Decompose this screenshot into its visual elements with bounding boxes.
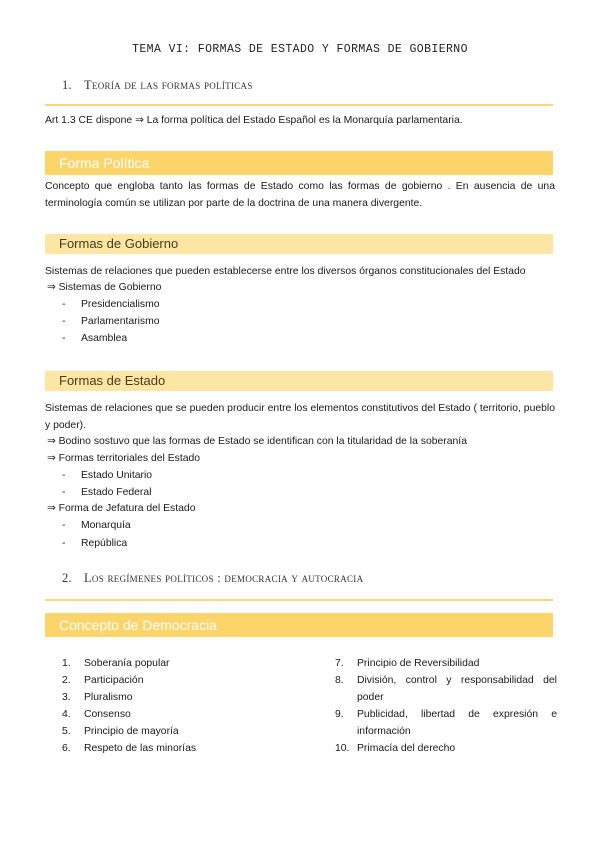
list-item: 1. Soberanía popular: [62, 658, 170, 669]
article-reference: Art 1.3 CE dispone ⇒ La forma política del Estado Español es la Monarquía parlamentaria.: [45, 115, 463, 126]
list-item: - Monarquía: [62, 520, 131, 531]
list-item: - Estado Unitario: [62, 470, 153, 481]
section-label: Teoría de las formas políticas: [84, 78, 253, 92]
list-item: 10. Primacía del derecho: [335, 743, 456, 754]
divider: [45, 599, 553, 601]
list-item: - República: [62, 538, 128, 549]
formas-gobierno-text: Sistemas de relaciones que pueden establecerse entre los diversos órganos constitucionales del Estado: [45, 266, 526, 277]
list-item: - Presidencialismo: [62, 299, 160, 310]
divider: [45, 104, 553, 106]
list-item: 6. Respeto de las minorías: [62, 743, 197, 754]
page-title: TEMA VI: FORMAS DE ESTADO Y FORMAS DE GOBIERNO: [132, 43, 468, 56]
heading-forma-politica: [45, 151, 553, 175]
forma-politica-text: Concepto que engloba tanto las formas de Estado como las formas de gobierno . En ausencia de una terminología común se utilizan por parte de la doctrina de una manera divergente.: [45, 181, 555, 209]
heading-formas-estado: [45, 371, 553, 391]
principles-left-column: [62, 655, 302, 757]
section-label: Los regímenes políticos : democracia y autocracia: [84, 571, 364, 585]
arrow-item: ⇒ Sistemas de Gobierno: [47, 282, 162, 293]
formas-estado-text: Sistemas de relaciones que se pueden producir entre los elementos constitutivos del Estado ( territorio, pueblo y poder).: [45, 403, 555, 431]
heading-text: Formas de Gobierno: [59, 236, 179, 251]
list-item: 5. Principio de mayoría: [62, 726, 179, 737]
heading-concepto-democracia: [45, 613, 553, 637]
list-item: 3. Pluralismo: [62, 692, 133, 703]
section-heading-2: [62, 571, 363, 586]
list-item: 4. Consenso: [62, 709, 131, 720]
list-item: 7. Principio de Reversibilidad: [335, 658, 480, 669]
list-item: - Asamblea: [62, 333, 128, 344]
list-item: 8. División, control y responsabilidad del poder: [335, 675, 557, 703]
list-item: 9. Publicidad, libertad de expresión e información: [335, 709, 557, 737]
section-number: 1.: [62, 78, 72, 92]
section-heading-1: [62, 78, 253, 93]
heading-text: Formas de Estado: [59, 373, 166, 388]
arrow-item: ⇒ Formas territoriales del Estado: [47, 453, 201, 464]
principles-right-column: [335, 655, 557, 757]
arrow-item: ⇒ Bodino sostuvo que las formas de Estado se identifican con la titularidad de la soberanía: [47, 436, 467, 447]
arrow-item: ⇒ Forma de Jefatura del Estado: [47, 503, 196, 514]
heading-text: Concepto de Democracia: [59, 617, 217, 633]
list-item: - Estado Federal: [62, 487, 152, 498]
heading-text: Forma Política: [59, 155, 150, 171]
list-item: 2. Participación: [62, 675, 144, 686]
heading-formas-gobierno: [45, 234, 553, 254]
list-item: - Parlamentarismo: [62, 316, 160, 327]
section-number: 2.: [62, 571, 72, 585]
